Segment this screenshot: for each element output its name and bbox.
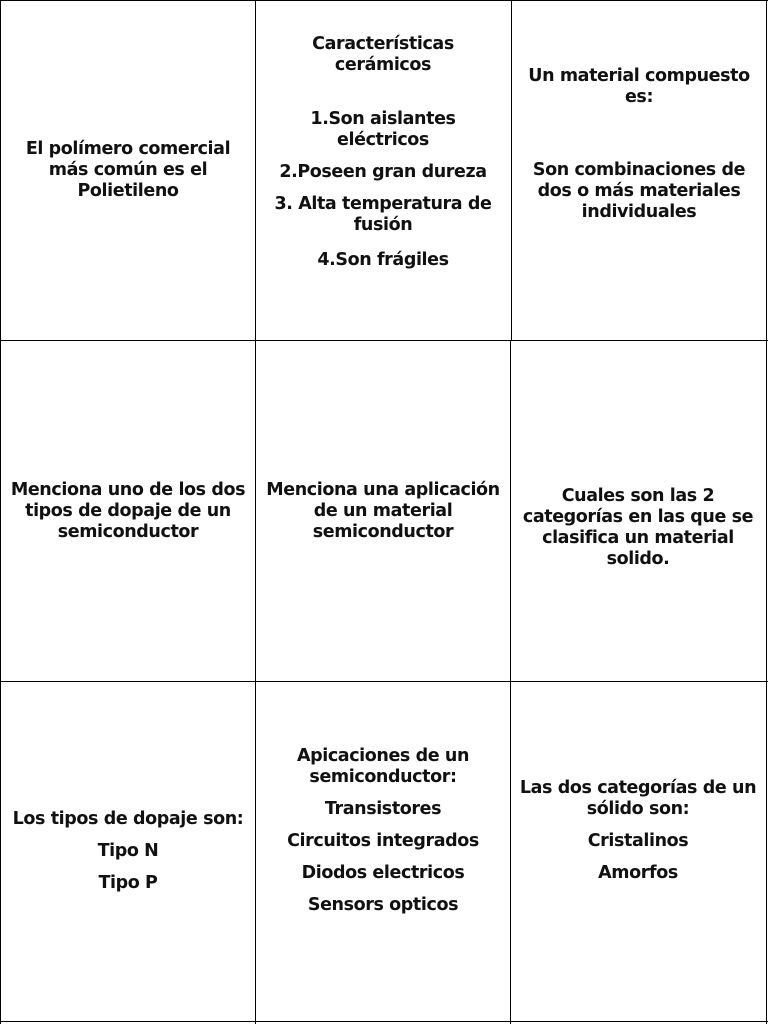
card-item: 4.Son frágiles	[317, 250, 449, 270]
card-title: Los tipos de dopaje son:	[12, 809, 244, 829]
grid-vline-2a	[511, 0, 512, 341]
card-title: Las dos categorías de un sólido son:	[519, 778, 757, 819]
card-polymer-answer	[14, 0, 242, 340]
card-item: Amorfos	[598, 863, 678, 883]
card-item: Diodos electricos	[301, 863, 465, 883]
card-item: Transistores	[324, 799, 442, 819]
card-semiconductor-application-question	[262, 341, 504, 681]
card-item: Tipo N	[97, 841, 159, 861]
grid-vline-2b	[510, 341, 511, 1024]
card-item: Cristalinos	[587, 831, 689, 851]
card-text: Menciona uno de los dos tipos de dopaje de un semiconductor	[10, 479, 246, 542]
card-item: Sensors opticos	[307, 895, 459, 915]
card-title: Un material compuesto es:	[528, 66, 750, 107]
card-item: 1.Son aislantes eléctricos	[310, 109, 456, 150]
card-semiconductor-applications	[262, 746, 504, 946]
card-item: Tipo P	[98, 873, 158, 893]
card-item: Circuitos integrados	[287, 831, 479, 851]
card-text: Menciona una aplicación de un material semiconductor	[266, 479, 500, 542]
grid-border-bottom	[0, 1021, 768, 1022]
card-solid-categories-question	[518, 341, 758, 715]
grid-border-right	[766, 0, 767, 1024]
grid-border-left	[0, 0, 1, 1024]
card-item: 3. Alta temperatura de fusión	[274, 194, 492, 235]
card-text: Cuales son las 2 categorías en las que se clasifica un material solido.	[522, 486, 754, 569]
card-doping-question	[6, 341, 250, 681]
card-doping-answer	[6, 682, 250, 1021]
card-ceramics-characteristics	[264, 34, 502, 294]
card-text: El polímero comercial más común es el Polietileno	[25, 138, 231, 201]
grid-vline-1	[255, 0, 256, 1024]
card-title: Características cerámicos	[312, 34, 454, 75]
card-answer: Son combinaciones de dos o más materiales individuales	[532, 160, 746, 222]
card-item: 2.Poseen gran dureza	[279, 162, 487, 182]
card-solid-categories-answer	[518, 778, 758, 908]
card-composite-material	[520, 66, 758, 226]
card-title: Apicaciones de un semiconductor:	[296, 746, 470, 787]
